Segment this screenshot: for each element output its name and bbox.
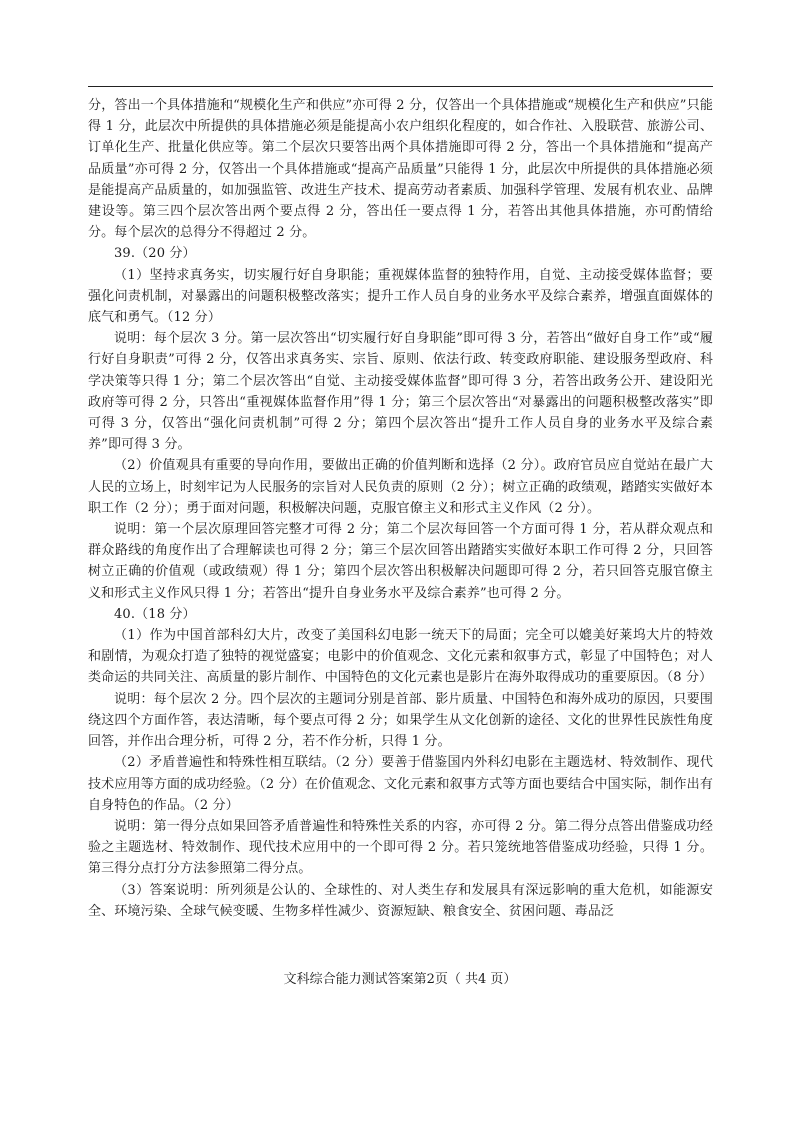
question-39-part-2-answer: （2）价值观具有重要的导向作用，要做出正确的价值判断和选择（2 分）。政府官员应自觉站在最广大人民的立场上，时刻牢记为人民服务的宗旨对人民负责的原则（2 分）；树立正确的政绩观，踏踏实实做好本职工作（2 分）；勇于面对问题，积极解决问题，克服官僚主义和形式主义作风（2 分）。 xyxy=(88,458,713,516)
answer-text-body xyxy=(88,95,713,922)
question-40-part-1-note: 说明：每个层次 2 分。四个层次的主题词分别是首部、影片质量、中国特色和海外成功的原因，只要围绕这四个方面作答，表达清晰，每个要点可得 2 分；如果学生从文化创新的途径、文化的世界性民族性角度回答，并作出合理分析，可得 2 分，若不作分析，只得 1 分。 xyxy=(88,691,713,750)
question-39-heading: 39.（20 分） xyxy=(114,246,196,262)
question-40-heading: 40.（18 分） xyxy=(114,606,196,622)
question-40-part-2-answer: （2）矛盾普遍性和特殊性相互联结。（2 分）要善于借鉴国内外科幻电影在主题选材、特效制作、现代技术应用等方面的成功经验。（2 分）在价值观念、文化元素和叙事方式等方面也要结合中国实际，制作出有自身特色的作品。（2 分） xyxy=(88,755,713,813)
question-39-part-1-answer: （1）坚持求真务实，切实履行好自身职能；重视媒体监督的独特作用，自觉、主动接受媒体监督；要强化问责机制，对暴露出的问题积极整改落实；提升工作人员自身的业务水平及综合素养，增强直面媒体的底气和勇气。（12 分） xyxy=(88,267,713,326)
question-40-part-2-note: 说明：第一得分点如果回答矛盾普遍性和特殊性关系的内容，亦可得 2 分。第二得分点答出借鉴成功经验之主题选材、特效制作、现代技术应用中的一个即可得 2 分。若只笼统地答借鉴成功经验，只得 1 分。第三得分点打分方法参照第二得分点。 xyxy=(88,818,713,877)
question-39-part-2-note: 说明：第一个层次原理回答完整才可得 2 分；第二个层次每回答一个方面可得 1 分，若从群众观点和群众路线的角度作出了合理解读也可得 2 分；第三个层次回答出踏踏实实做好本职工作可得 2 分，只回答树立正确的价值观（或政绩观）得 1 分；第四个层次答出积极解决问题即可得 2 分，若只回答克服官僚主义和形式主义作风只得 1 分；若答出“提升自身业务水平及综合素养”也可得 2 分。 xyxy=(88,522,713,601)
question-39-part-1-note: 说明：每个层次 3 分。第一层次答出“切实履行好自身职能”即可得 3 分，若答出“做好自身工作”或“履行好自身职责”可得 2 分，仅答出求真务实、宗旨、原则、依法行政、转变政府职能、建设服务型政府、科学决策等只得 1 分；第二个层次答出“自觉、主动接受媒体监督”即可得 3 分，若答出政务公开、建设阳光政府等可得 2 分，只答出“重视媒体监督作用”得 1 分；第三个层次答出“对暴露出的问题积极整改落实”即可得 3 分，仅答出“强化问责机制”可得 2 分；第四个层次答出“提升工作人员自身的业务水平及综合素养”即可得 3 分。 xyxy=(88,331,713,453)
page-footer: 文科综合能力测试答案第2页（ 共4 页） xyxy=(283,972,517,987)
header-rule xyxy=(88,86,713,87)
question-40-part-1-answer: （1）作为中国首部科幻大片，改变了美国科幻电影一统天下的局面；完全可以媲美好莱坞大片的特效和剧情，为观众打造了独特的视觉盛宴；电影中的价值观念、文化元素和叙事方式，彰显了中国特色；对人类命运的共同关注、高质量的影片制作、中国特色的文化元素也是影片在海外取得成功的重要原因。（8 分） xyxy=(88,628,713,686)
question-40-part-3-answer: （3）答案说明：所列须是公认的、全球性的、对人类生存和发展具有深远影响的重大危机，如能源安全、环境污染、全球气候变暖、生物多样性减少、资源短缺、粮食安全、贫困问题、毒品泛 xyxy=(88,882,713,919)
paragraph-38-scoring-continued: 分，答出一个具体措施和“规模化生产和供应”亦可得 2 分，仅答出一个具体措施或“规模化生产和供应”只能得 1 分，此层次中所提供的具体措施必须是能提高小农户组织化程度的，如合作社、入股联营、旅游公司、订单化生产、批量化供应等。第二个层次只要答出两个具体措施即可得 2 分，答出一个具体措施和“提高产品质量”亦可得 2 分，仅答出一个具体措施或“提高产品质量”只能得 1 分，此层次中所提供的具体措施必须是能提高产品质量的，如加强监管、改进生产技术、提高劳动者素质、加强科学管理、发展有机农业、品牌建设等。第三四个层次答出两个要点得 2 分，答出任一要点得 1 分，若答出其他具体措施，亦可酌情给分。每个层次的总得分不得超过 2 分。 xyxy=(88,98,713,241)
